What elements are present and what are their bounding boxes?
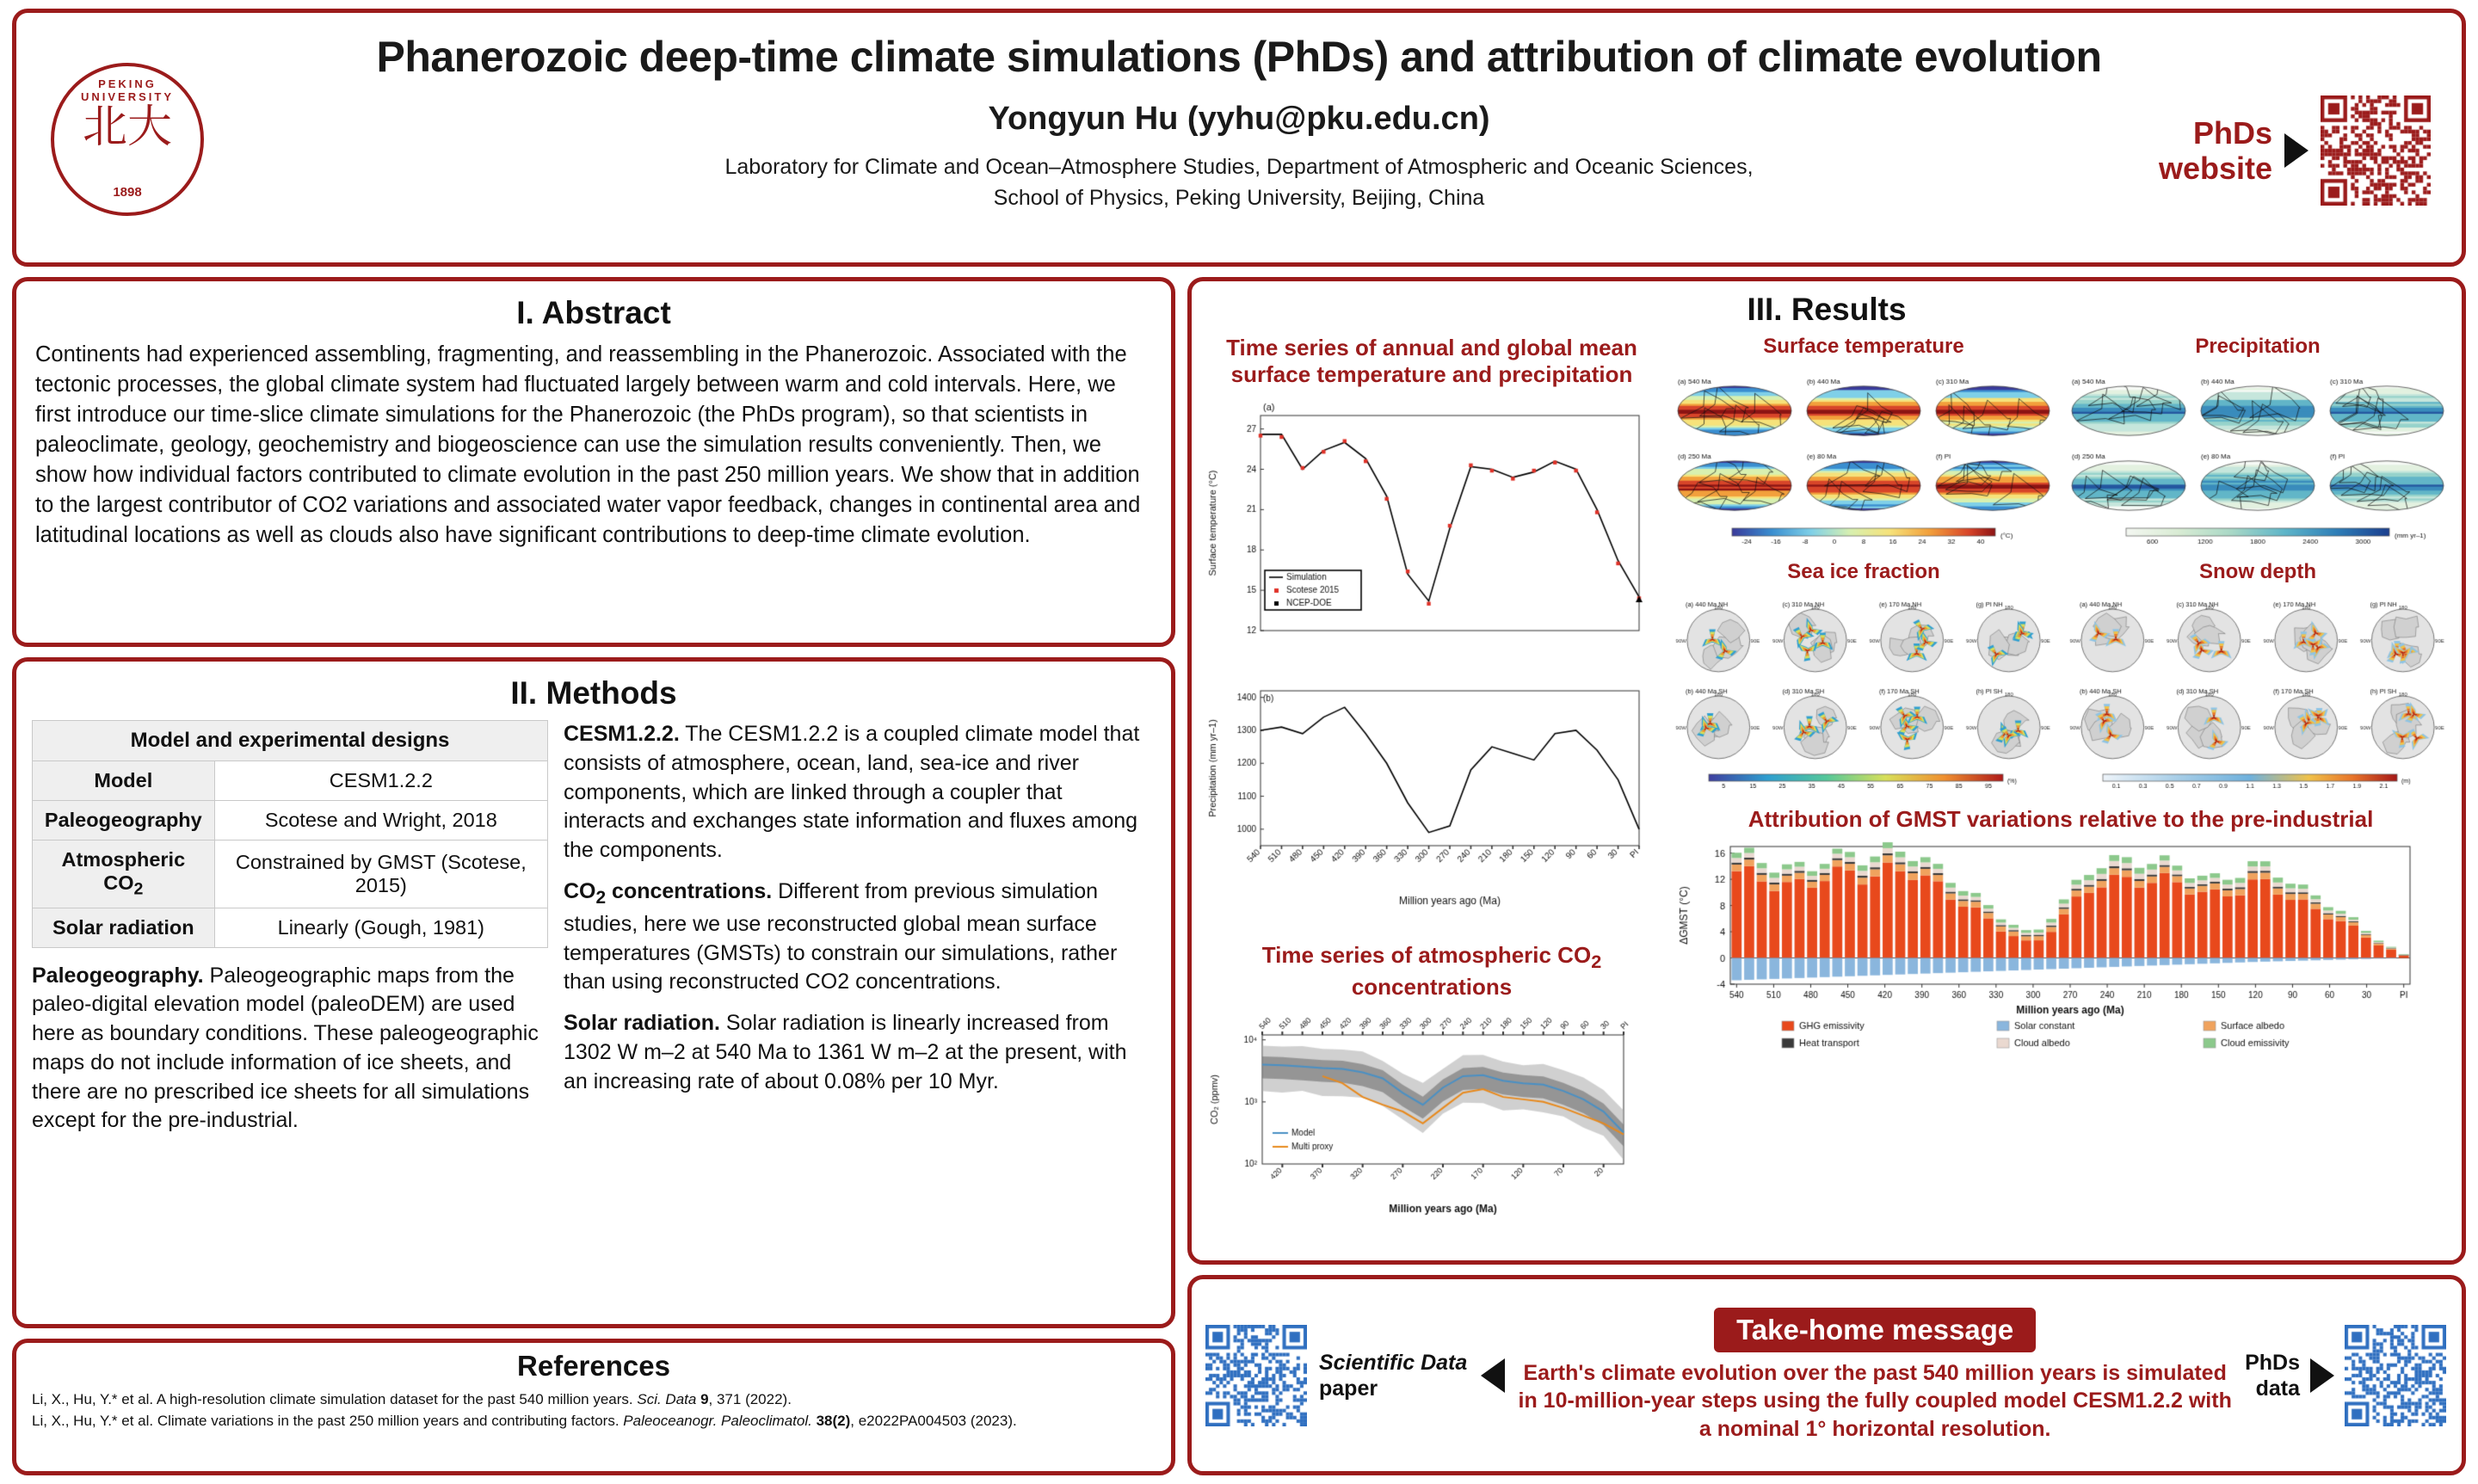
- logo-year: 1898: [113, 185, 142, 200]
- qr-code-phds-data[interactable]: [2345, 1325, 2446, 1426]
- section-results: [1187, 277, 2466, 1265]
- methods-row-value: Linearly (Gough, 1981): [214, 908, 547, 947]
- methods-note-title: Paleogeography.: [32, 963, 204, 988]
- reference-text-b: , e2022PA004503 (2023).: [850, 1412, 1017, 1429]
- figure-surface-temperature-timeseries: [1202, 393, 1661, 677]
- list-item: [32, 1411, 1156, 1432]
- methods-para-cesm: [564, 720, 1142, 865]
- logo-glyph: 北大: [82, 102, 172, 153]
- section-abstract: [12, 277, 1175, 647]
- snow-depth-title: Snow depth: [2199, 559, 2316, 583]
- timeseries-subtitle: Time series of annual and global mean surface temperature and precipitation: [1226, 335, 1637, 388]
- section-references: [12, 1339, 1175, 1475]
- poster-header: [12, 9, 2466, 267]
- take-home-message: Earth's climate evolution over the past 540 million years is simulated in 10-million-year steps using the fully coupled model CESM1.2.2 with a nominal 1° horizontal resolution.: [1518, 1360, 2232, 1441]
- phds-website-label-2: website: [2158, 151, 2272, 186]
- arrow-left-icon-2: [2310, 1358, 2334, 1393]
- qr-code-phds-website[interactable]: [2321, 95, 2431, 206]
- phds-data-label-2: data: [2255, 1376, 2300, 1401]
- reference-text-b: , 371 (2022).: [708, 1391, 792, 1407]
- arrow-left-icon: [1481, 1358, 1505, 1393]
- methods-table: [32, 720, 548, 948]
- attribution-title: Attribution of GMST variations relative to the pre-industrial: [1748, 805, 2374, 832]
- methods-para-co2: [564, 877, 1142, 997]
- reference-volume: 38(2): [811, 1412, 851, 1429]
- figure-precipitation-maps: [2064, 365, 2451, 545]
- arrow-right-icon: [2284, 133, 2308, 168]
- chart-canvas-precipitation: [1202, 679, 1658, 928]
- methods-para-solar: [564, 1009, 1142, 1096]
- methods-para-body: The CESM1.2.2 is a coupled climate model that consists of atmosphere, ocean, land, sea-ice and river components, which are linked through a coupler that interacts and exchanges state information and fluxes among the components.: [564, 722, 1140, 862]
- methods-row-key: Solar radiation: [33, 908, 215, 947]
- phds-website-block[interactable]: [2159, 95, 2431, 206]
- methods-row-key: Paleogeography: [33, 801, 215, 841]
- section-methods: [12, 657, 1175, 1328]
- methods-para-body: Different from previous simulation studies, here we use reconstructed global mean surface temperatures (GMSTs) to constrain our simulations, rather than using reconstructed CO2 concentrations.: [564, 878, 1118, 994]
- abstract-body: Continents had experienced assembling, fragmenting, and reassembling in the Phanerozoic. Associated with the tectonic processes, the global climate system had fluctuated largely between warm and cold intervals. Here, we first introduce our time-slice climate simulations for the Phanerozoic (the PhDs program), so that scientists in paleoclimate, geology, geochemistry and biogeoscience can use the simulation results conveniently. Then, we show how individual factors contributed to climate evolution in the past 250 million years. We show that in addition to the largest contributor of CO2 variations and associated water vapor feedback, changes in continental area and latitudinal locations as well as clouds also have significant contributions to deep-time climate evolution.: [35, 342, 1141, 547]
- figure-co2-timeseries: [1202, 1006, 1661, 1221]
- reference-volume: 9: [696, 1391, 709, 1407]
- table-row: [33, 841, 548, 908]
- page-title: Phanerozoic deep-time climate simulations (PhDs) and attribution of climate evolution: [376, 33, 2102, 81]
- methods-row-value: Scotese and Wright, 2018: [214, 801, 547, 841]
- figure-gmst-attribution: [1670, 838, 2444, 1053]
- affiliation-line-1: Laboratory for Climate and Ocean–Atmosphere Studies, Department of Atmospheric and Oceanic Sciences,: [724, 155, 1754, 179]
- methods-row-key: Model: [33, 761, 215, 801]
- methods-title: II. Methods: [510, 675, 677, 711]
- figure-precipitation-timeseries: [1202, 679, 1661, 928]
- references-title: References: [517, 1350, 670, 1382]
- methods-note-body: Paleogeographic maps from the paleo-digital elevation model (paleoDEM) are used here as boundary conditions. These paleogeographic maps do not include information of ice sheets, and there are no prescribed ice sheets for all simulations except for the pre-industrial.: [32, 963, 539, 1133]
- methods-para-title: Solar radiation.: [564, 1011, 720, 1036]
- reference-text-a: Li, X., Hu, Y.* et al. Climate variations in the past 250 million years and contributing factors.: [32, 1412, 624, 1429]
- logo-ring-text: PEKING UNIVERSITY: [80, 77, 174, 103]
- sea-ice-title: Sea ice fraction: [1787, 559, 1940, 583]
- surface-temperature-maps-title: Surface temperature: [1763, 335, 1964, 358]
- methods-table-header: Model and experimental designs: [33, 721, 548, 761]
- figure-sea-ice-maps: [1670, 590, 2057, 788]
- phds-website-label-1: PhDs: [2192, 114, 2272, 151]
- chart-canvas-temperature: [1202, 393, 1658, 677]
- affiliation-line-2: School of Physics, Peking University, Beijing, China: [993, 186, 1485, 211]
- methods-paleogeography-note: [32, 962, 548, 1136]
- scientific-data-label: Scientific Data: [1319, 1350, 1468, 1375]
- methods-para-body: Solar radiation is linearly increased from 1302 W m–2 at 540 Ma to 1361 W m–2 at the present, with an increasing rate of about 0.08% per 10 Myr.: [564, 1011, 1127, 1093]
- figure-snow-depth-maps: [2064, 590, 2451, 788]
- reference-journal: Sci. Data: [637, 1391, 697, 1407]
- reference-journal: Paleoceanogr. Paleoclimatol.: [623, 1412, 812, 1429]
- precipitation-maps-title: Precipitation: [2195, 335, 2321, 358]
- reference-text-a: Li, X., Hu, Y.* et al. A high-resolution climate simulation dataset for the past 540 million years.: [32, 1391, 638, 1407]
- table-row: [33, 801, 548, 841]
- abstract-title: I. Abstract: [516, 295, 671, 330]
- peking-university-logo: [51, 63, 204, 216]
- author-line: Yongyun Hu (yyhu@pku.edu.cn): [988, 101, 1490, 137]
- table-row: [33, 908, 548, 947]
- methods-row-value: CESM1.2.2: [214, 761, 547, 801]
- list-item: [32, 1389, 1156, 1411]
- figure-surface-temperature-maps: [1670, 365, 2057, 545]
- methods-row-value: Constrained by GMST (Scotese, 2015): [214, 841, 547, 908]
- qr-code-scientific-data-paper[interactable]: [1205, 1325, 1307, 1426]
- results-title: III. Results: [1747, 292, 1907, 327]
- section-take-home: [1187, 1275, 2466, 1475]
- paper-label: paper: [1319, 1376, 1378, 1401]
- phds-data-label-1: PhDs: [2245, 1350, 2300, 1375]
- co2-subtitle: Time series of atmospheric $CO_2$ concentrations: [1261, 942, 1602, 1000]
- methods-para-title: $CO_2$ concentrations.: [564, 878, 773, 908]
- chart-canvas-co2: [1202, 1006, 1658, 1221]
- methods-para-title: CESM1.2.2.: [564, 722, 680, 746]
- table-row: [33, 761, 548, 801]
- take-home-banner: Take-home message: [1714, 1308, 2036, 1352]
- methods-row-key: Atmospheric $CO_2$: [33, 841, 215, 908]
